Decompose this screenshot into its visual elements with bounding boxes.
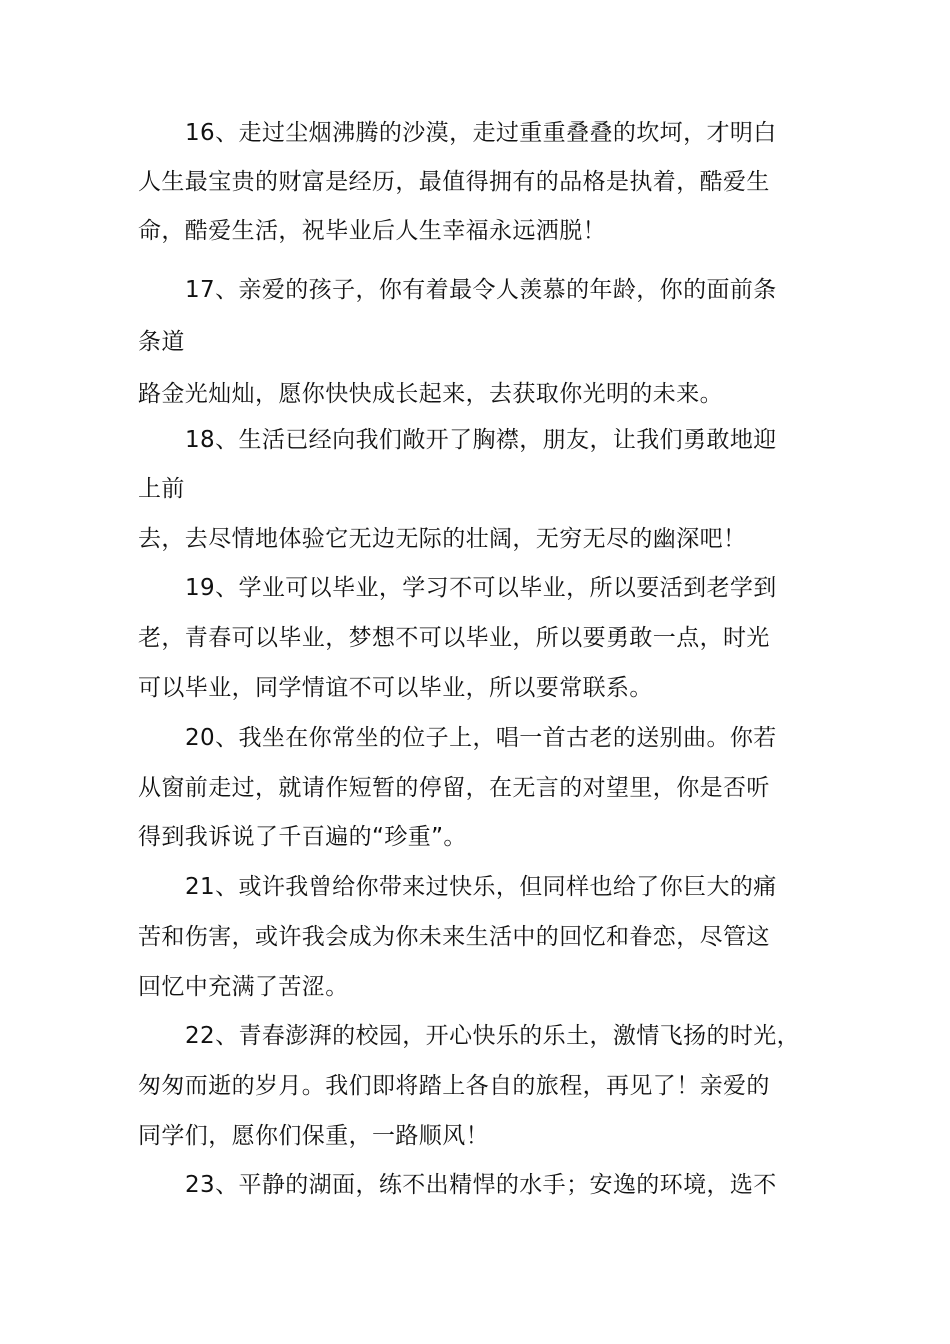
- text-line: 匆匆而逝的岁月。我们即将踏上各自的旅程，再见了！亲爱的: [138, 1073, 770, 1099]
- text-line: 回忆中充满了苦涩。: [138, 974, 349, 1000]
- text-line: 23、平静的湖面，练不出精悍的水手；安逸的环境，选不: [185, 1172, 777, 1198]
- text-line: 同学们，愿你们保重，一路顺风！: [138, 1123, 489, 1149]
- text-line: 19、学业可以毕业，学习不可以毕业，所以要活到老学到: [185, 575, 777, 601]
- text-line: 可以毕业，同学情谊不可以毕业，所以要常联系。: [138, 675, 653, 701]
- text-line: 上前: [138, 476, 185, 502]
- text-line: 人生最宝贵的财富是经历，最值得拥有的品格是执着，酷爱生: [138, 169, 770, 195]
- text-line: 苦和伤害，或许我会成为你未来生活中的回忆和眷恋，尽管这: [138, 924, 770, 950]
- text-line: 16、走过尘烟沸腾的沙漠，走过重重叠叠的坎坷，才明白: [185, 120, 777, 146]
- text-line: 22、青春澎湃的校园，开心快乐的乐土，激情飞扬的时光，: [185, 1023, 801, 1049]
- text-line: 从窗前走过，就请作短暂的停留，在无言的对望里，你是否听: [138, 775, 770, 801]
- text-line: 条道: [138, 329, 185, 355]
- text-line: 命，酷爱生活，祝毕业后人生幸福永远洒脱！: [138, 218, 606, 244]
- text-line: 老，青春可以毕业，梦想不可以毕业，所以要勇敢一点，时光: [138, 625, 770, 651]
- text-line: 去，去尽情地体验它无边无际的壮阔，无穷无尽的幽深吧！: [138, 526, 747, 552]
- text-line: 17、亲爱的孩子，你有着最令人羡慕的年龄，你的面前条: [185, 277, 777, 303]
- text-line: 21、或许我曾给你带来过快乐，但同样也给了你巨大的痛: [185, 874, 777, 900]
- text-line: 路金光灿灿，愿你快快成长起来，去获取你光明的未来。: [138, 381, 723, 407]
- text-line: 20、我坐在你常坐的位子上，唱一首古老的送别曲。你若: [185, 725, 777, 751]
- text-line: 得到我诉说了千百遍的“珍重”。: [138, 824, 467, 850]
- text-line: 18、生活已经向我们敞开了胸襟，朋友，让我们勇敢地迎: [185, 427, 777, 453]
